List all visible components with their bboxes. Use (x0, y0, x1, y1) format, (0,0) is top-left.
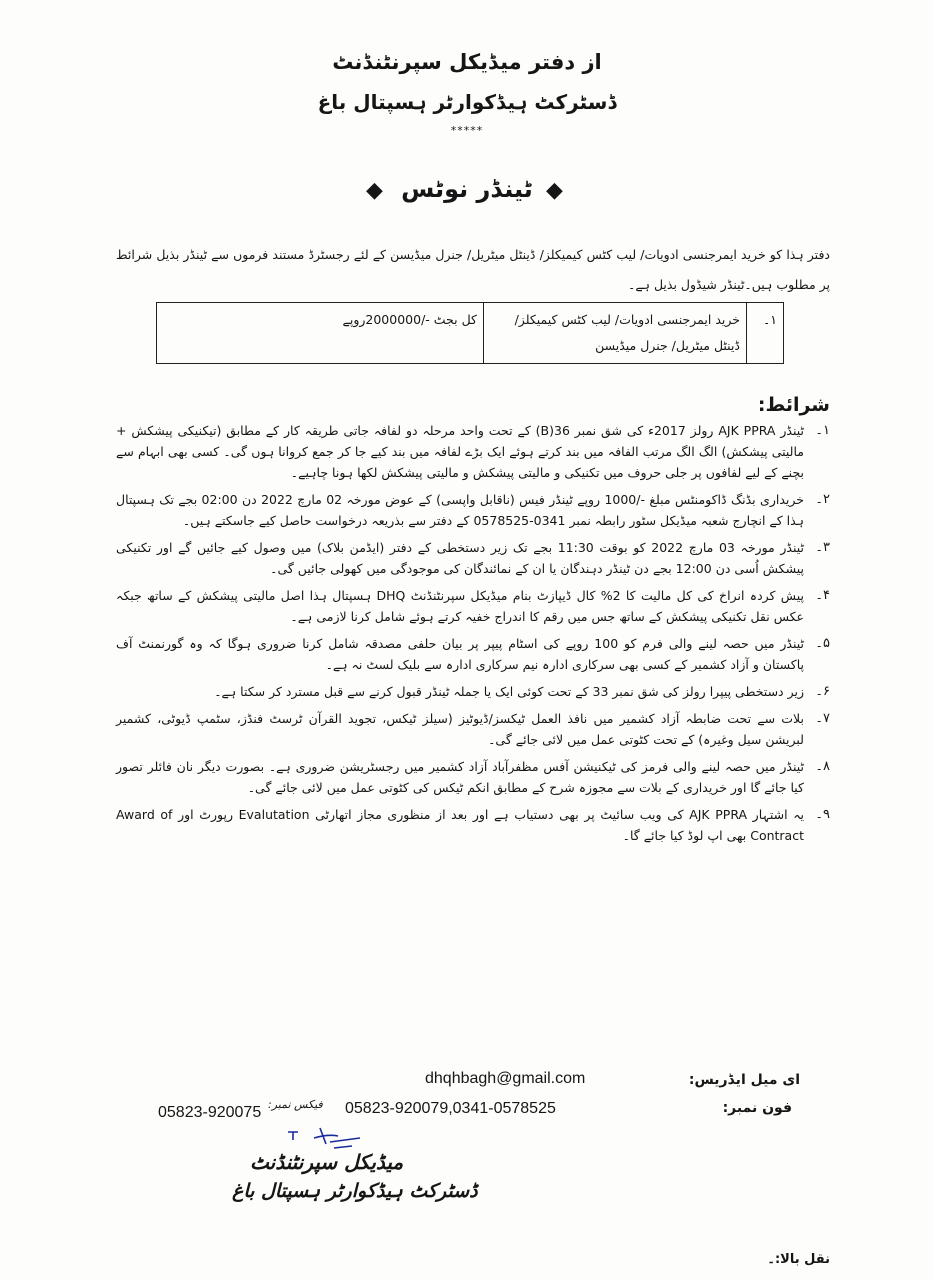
intro-paragraph (116, 240, 830, 300)
signature-title: میڈیکل سپرنٹنڈنٹ (250, 1150, 404, 1174)
condition-item-8 (116, 756, 830, 798)
stars-divider: ***** (450, 124, 484, 137)
condition-item-6 (116, 681, 830, 702)
item-line: خریداری بڈنگ ڈاکومنٹس مبلغ -/1000 روپے ٹینڈر فیس (ناقابل واپسی) کے عوض مورخہ 02 مارچ 2022 دن 02:00 بجے تک ہسپتال ہذا کے انچارج (116, 492, 804, 528)
copy-to-label: نقل بالا:۔ (767, 1252, 830, 1267)
notice-body (116, 240, 830, 852)
condition-item-5 (116, 633, 830, 675)
fax-number: 05823-920075 (158, 1104, 262, 1121)
row-budget: کل بجٹ -/2000000روپے (157, 303, 484, 364)
diamond-ornament-right-icon: ◆ (546, 178, 563, 203)
item-number: ۵۔ (815, 636, 830, 651)
item-line: یہ اشتہار AJK PPRA کی ویب سائیٹ پر بھی دستیاب ہے اور بعد از منظوری مجاز اتھارٹی Evalutation رپورٹ اور Award of Contract (116, 807, 804, 843)
item-line: ٹینڈر میں حصہ لینے والی فرمز کی ٹیکنیشن آفس مظفرآباد آزاد کشمیر میں رجسٹریشن ضروری ہے۔ بصورت دیگر نان فائلر تصور کیا جائے گا اور خریداری کے بلات سے (116, 759, 804, 795)
item-line: زیر دستخطی پیپرا رولز کی شق نمبر 33 کے تحت کوئی ایک یا جملہ ٹینڈر قبول کرنے سے قبل مسترد کر سکتا ہے۔ (214, 684, 804, 699)
item-line: بھی اپ لوڈ کیا جائے گا۔ (622, 828, 747, 843)
fax-label: فیکس نمبر: (268, 1098, 323, 1111)
condition-item-4 (116, 585, 830, 627)
notice-title: ٹینڈر نوٹس (401, 175, 533, 203)
item-line: بلات سے تحت ضابطہ آزاد کشمیر میں نافذ العمل ٹیکسز/ڈیوٹیز (سیلز ٹیکس، تجوید القرآن ٹرسٹ فنڈز، سٹمپ ڈیوٹی، کشمیر لبریشن سیل وغیرہ) کے تحت کٹوتی عمل میں (116, 711, 804, 747)
condition-item-2 (116, 489, 830, 531)
condition-item-9 (116, 804, 830, 846)
item-number: ۹۔ (815, 807, 830, 822)
conditions-heading: شرائط: (757, 394, 830, 416)
intro-line-2: شرائط پر مطلوب ہیں۔ٹینڈر شیڈول بذیل ہے۔ (116, 247, 830, 292)
item-line: 12:00 بجے دن ٹینڈر دہندگان یا ان کے نمائندگان کی موجودگی میں کھولی جائیں گی۔ (270, 561, 712, 576)
row-description: خرید ایمرجنسی ادویات/ لیب کٹس کیمیکلز/ ڈینٹل میٹریل/ جنرل میڈیسن (484, 303, 747, 364)
intro-line-1: دفتر ہذا کو خرید ایمرجنسی ادویات/ لیب کٹس کیمیکلز/ ڈینٹل میٹریل/ جنرل میڈیسن کے لئے رجسٹرڈ مستند فرموں سے ٹینڈر بذیل (156, 247, 830, 262)
signature-office: ڈسٹرکٹ ہیڈکوارٹر ہسپتال باغ (232, 1180, 478, 1202)
tender-schedule-table (156, 302, 784, 364)
row-number: ۱۔ (747, 303, 784, 364)
phone-numbers: 05823-920079,0341-0578525 (345, 1100, 556, 1117)
item-number: ۴۔ (815, 588, 830, 603)
item-number: ۳۔ (815, 540, 830, 555)
condition-item-3 (116, 537, 830, 579)
email-label: ای میل ایڈریس: (688, 1072, 800, 1088)
item-line: شعبہ میڈیکل سٹور رابطہ نمبر 0341-0578525 کے دفتر سے بذریعہ درخواست حاصل کیے جاسکتے ہیں۔ (182, 513, 729, 528)
item-line: پیشکش و مالیتی پیشکش لکھا ہونا چاہیے۔ (290, 465, 515, 480)
item-line: مجوزہ شرح کے مطابق انکم ٹیکس کی کٹوتی عمل میں لائی جائے گی۔ (247, 780, 614, 795)
item-line: لائی جائے گی۔ (488, 732, 564, 747)
phone-label: فون نمبر: (722, 1100, 792, 1116)
condition-item-1 (116, 420, 830, 483)
item-number: ۲۔ (815, 492, 830, 507)
item-line: ٹینڈر AJK PPRA رولز 2017ء کی شق نمبر 36(B) کے تحت واحد مرحلہ دو لفافہ جاتی طریقہ کار کے مطابق (تیکنیکی پیشکش + مالیتی پیشکش) الگ الگ (116, 423, 804, 459)
item-line: پیش کردہ انراخ کی کل مالیت کا 2% کال ڈیپازٹ بنام میڈیکل سپرنٹنڈنٹ DHQ ہسپتال ہذا اصل مالیتی پیشکش کے ساتھ جبکہ عکس نقل تکنیکی پیشکش کے (116, 588, 804, 624)
item-line: ساتھ جس میں رقم کا اندراج خفیہ کرتے ہوئے شامل کرنا لازمی ہے۔ (290, 609, 645, 624)
item-line: مرتب الفافہ میں بند کرتے ہوئے ایک بڑے لفافہ میں بند کیے جا کر جمع کروانا ہوں گی۔ کسی بھی ابہام سے بچنے کے لیے لفافوں پر جلی حروف میں تکنیکی و مالیتی (116, 444, 804, 480)
diamond-ornament-left-icon: ◆ (366, 178, 383, 203)
item-line: ٹینڈر مورخہ 03 مارچ 2022 کو بوقت 11:30 بجے تک زیر دستخطی کے دفتر (ایڈمن بلاک) میں وصول کیے جائیں گے اور تکنیکی پیشکش اُسی دن (116, 540, 805, 576)
item-number: ۸۔ (815, 759, 830, 774)
item-number: ۶۔ (815, 684, 830, 699)
hospital-heading: ڈسٹرکٹ ہیڈکوارٹر ہسپتال باغ (317, 90, 617, 114)
email-address[interactable]: dhqhbagh@gmail.com (425, 1070, 586, 1087)
item-line: ادارہ نیم سرکاری ادارہ سے بلیک لسٹ نہ ہے۔ (325, 657, 569, 672)
item-number: ۱۔ (815, 423, 830, 438)
condition-item-7 (116, 708, 830, 750)
table-row (157, 303, 784, 364)
office-heading: از دفتر میڈیکل سپرنٹنڈنٹ (332, 50, 602, 74)
item-number: ۷۔ (815, 711, 830, 726)
item-line: ٹینڈر میں حصہ لینے والی فرم کو 100 روپے کی اسٹام پیپر پر بیان حلفی مصدقہ شامل کرنا ضروری ہوگا کہ وہ گورنمنٹ آف پاکستان و آزاد کشمیر کے کسی بھی سرکاری (116, 636, 804, 672)
